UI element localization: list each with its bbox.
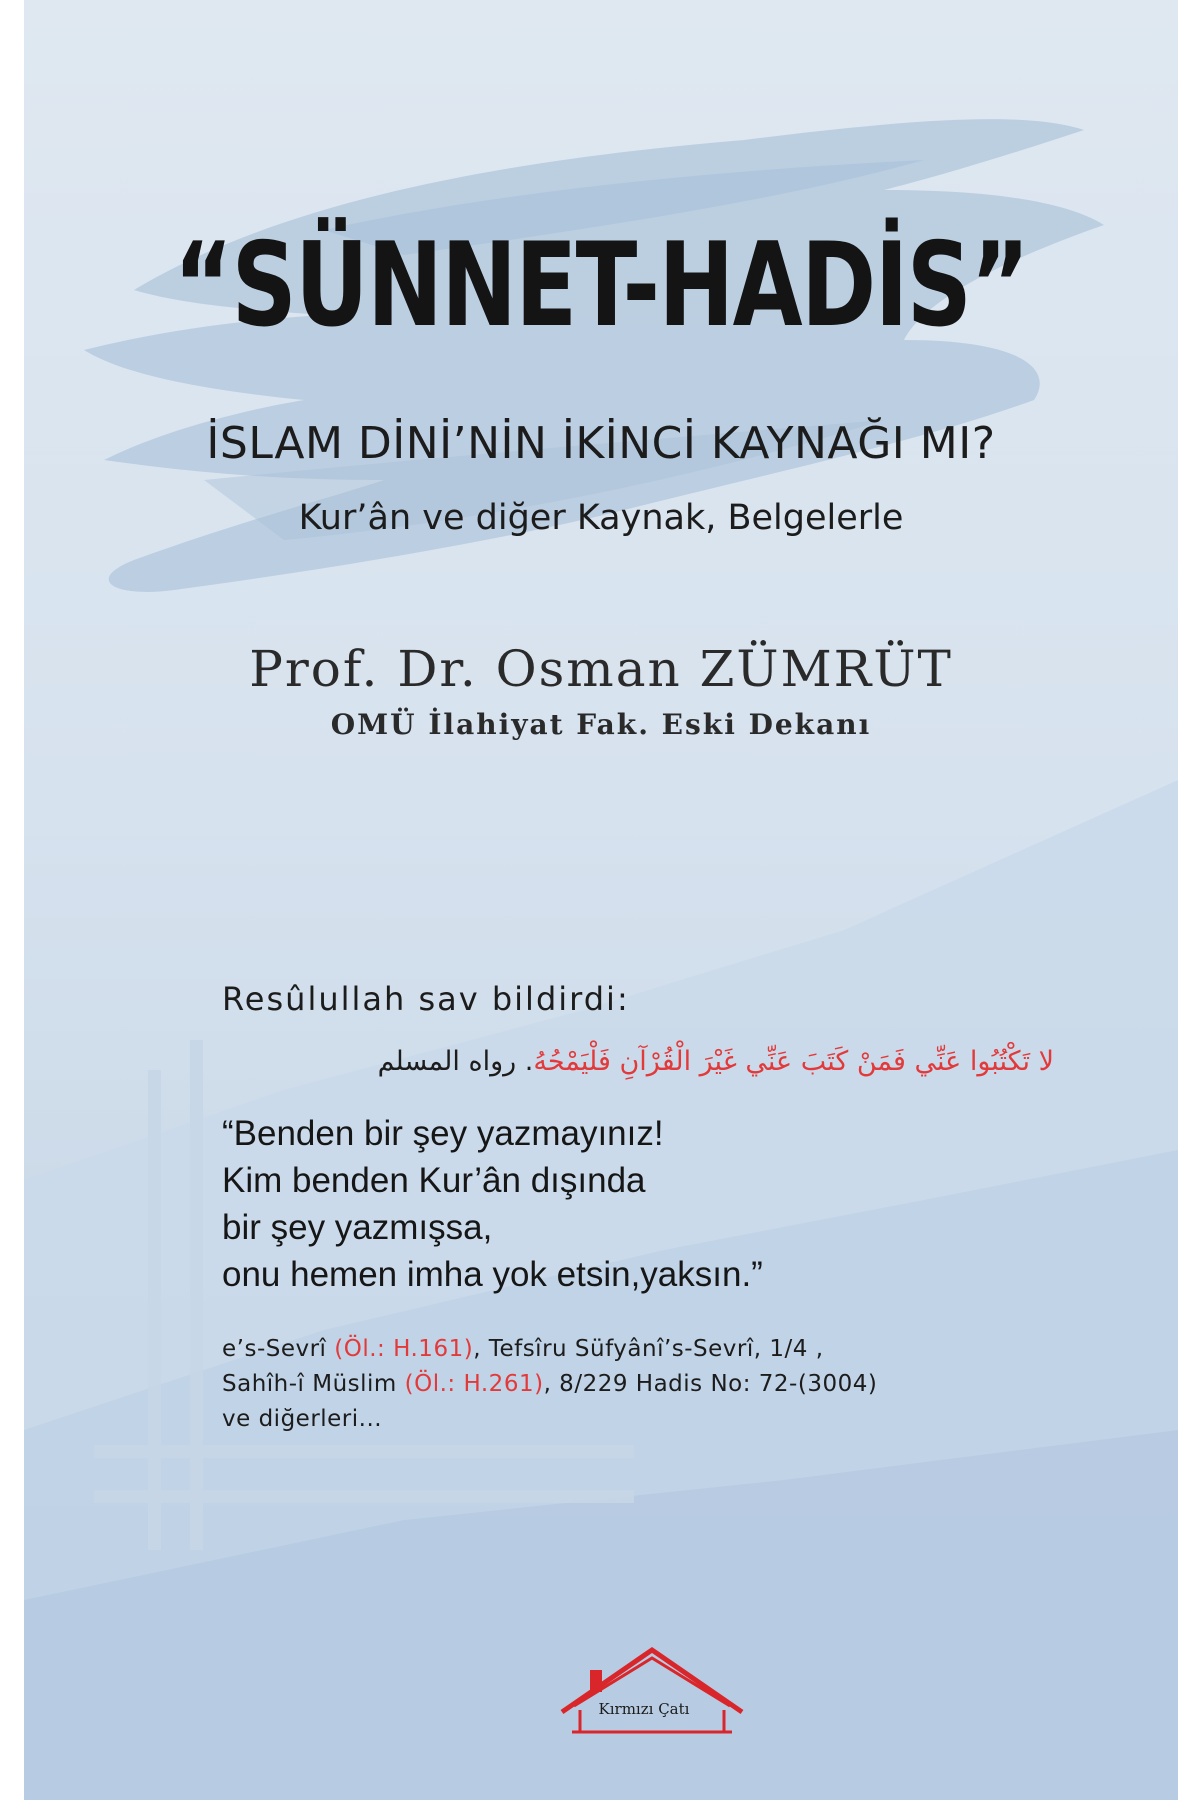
reference-line: ve diğerleri... — [222, 1406, 383, 1432]
author-name: Prof. Dr. Osman ZÜMRÜT — [249, 640, 953, 698]
reference-line: e’s-Sevrî (Öl.: H.161), Tefsîru Süfyânî’s-Sevrî, 1/4 , — [222, 1336, 824, 1362]
quote-translation — [222, 1110, 763, 1298]
quote-line: onu hemen imha yok etsin,yaksın.” — [222, 1255, 763, 1294]
book-subtitle: İSLAM DİNİ’NİN İKİNCİ KAYNAĞI MI? — [206, 418, 996, 469]
book-title: “SÜNNET-HADİS” — [173, 218, 1029, 353]
arabic-hadith-source: رواه المسلم — [377, 1046, 517, 1077]
arabic-hadith-line: لا تَكْتُبُوا عَنِّي فَمَنْ كَتَبَ عَنِّي غَيْرَ الْقُرْآنِ فَلْيَمْحُهُ. رواه المسلم — [377, 1046, 1054, 1077]
death-date-annotation: (Öl.: H.261) — [404, 1371, 544, 1397]
quote-references — [222, 1332, 877, 1437]
book-subtitle-secondary: Kur’ân ve diğer Kaynak, Belgelerle — [298, 498, 904, 538]
quote-intro: Resûlullah sav bildirdi: — [222, 980, 630, 1018]
arabic-hadith-text: لا تَكْتُبُوا عَنِّي فَمَنْ كَتَبَ عَنِّي غَيْرَ الْقُرْآنِ فَلْيَمْحُهُ — [533, 1046, 1054, 1077]
quote-line: “Benden bir şey yazmayınız! — [222, 1114, 664, 1153]
red-roof-house-icon — [552, 1640, 752, 1740]
book-cover — [24, 0, 1178, 1800]
quote-line: bir şey yazmışsa, — [222, 1208, 493, 1247]
author-title: OMÜ İlahiyat Fak. Eski Dekanı — [330, 708, 872, 741]
reference-line: Sahîh-î Müslim (Öl.: H.261), 8/229 Hadis No: 72-(3004) — [222, 1371, 878, 1397]
publisher-name: Kırmızı Çatı — [598, 1700, 690, 1718]
death-date-annotation: (Öl.: H.161) — [334, 1336, 474, 1362]
quote-line: Kim benden Kur’ân dışında — [222, 1161, 646, 1200]
